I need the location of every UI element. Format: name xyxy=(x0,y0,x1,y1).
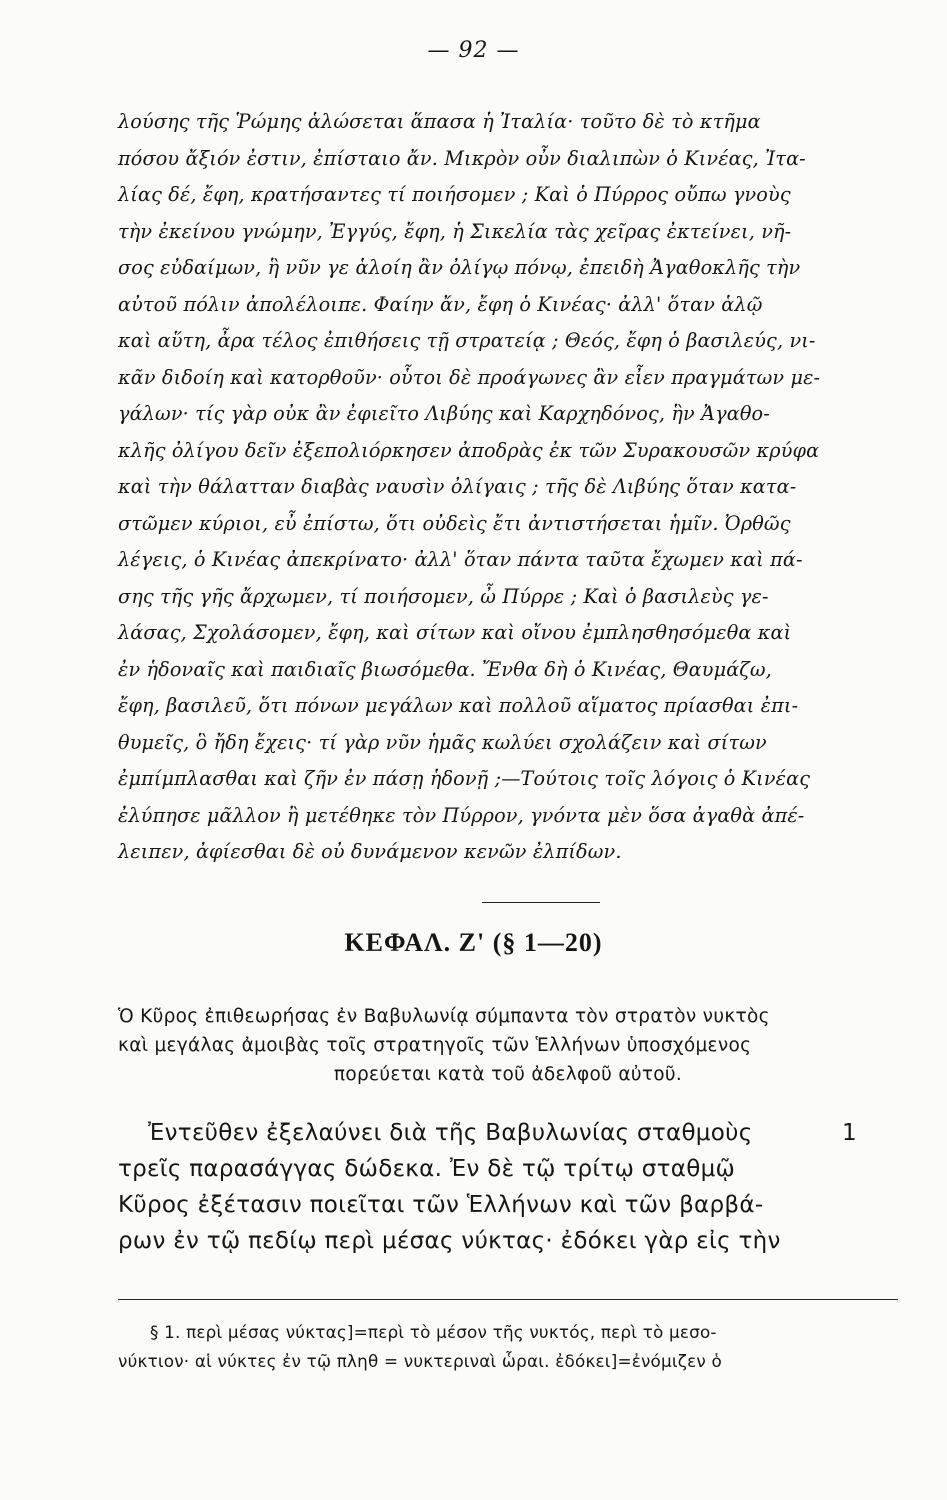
text-line: ἔφη, βασιλεῦ, ὅτι πόνων μεγάλων καὶ πολλοῦ αἵματος πρίασθαι ἐπι- xyxy=(118,694,799,717)
text-line: κᾶν διδοίη καὶ κατορθοῦν· οὗτοι δὲ προάγωνες ἂν εἶεν πραγμάτων με- xyxy=(118,365,821,389)
section-number: 1 xyxy=(842,1120,857,1146)
footnotes xyxy=(118,1318,910,1376)
text-line: γάλων· τίς γὰρ οὐκ ἂν ἐφιεῖτο Λιβύης καὶ Καρχηδόνος, ἣν Ἀγαθο- xyxy=(118,402,770,425)
text-line: σος εὐδαίμων, ἣ νῦν γε ἁλοίη ἂν ὀλίγῳ πόνῳ, ἐπειδὴ Ἀγαθοκλῆς τὴν xyxy=(118,256,801,279)
text-line: στῶμεν κύριοι, εὖ ἐπίστω, ὅτι οὐδεὶς ἔτι ἀντιστήσεται ἡμῖν. Ὀρθῶς xyxy=(118,511,791,535)
text-line: λειπεν, ἀφίεσθαι δὲ οὐ δυνάμενον κενῶν ἐλπίδων. xyxy=(118,840,622,863)
text-line: κλῆς ὀλίγου δεῖν ἐξεπολιόρκησεν ἀποδρὰς ἐκ τῶν Συρακουσῶν κρύφα xyxy=(118,438,820,462)
footnote-line: § 1. περὶ μέσας νύκτας]=περὶ τὸ μέσον τῆς νυκτός, περὶ τὸ μεσο- xyxy=(150,1322,717,1342)
text-line: λίας δέ, ἔφη, κρατήσαντες τί ποιήσομεν ; Καὶ ὁ Πύρρος οὔπω γνοὺς xyxy=(118,183,791,206)
text-line: αὐτοῦ πόλιν ἀπολέλοιπε. Φαίην ἄν, ἔφη ὁ Κινέας· ἀλλ' ὅταν ἁλῷ xyxy=(118,292,763,316)
text-line: λάσας, Σχολάσομεν, ἔφη, καὶ σίτων καὶ οἴνου ἐμπλησθησόμεθα καὶ xyxy=(118,621,792,644)
text-line: ρων ἐν τῷ πεδίῳ περὶ μέσας νύκτας· ἐδόκει γὰρ εἰς τὴν xyxy=(118,1228,781,1254)
text-line: ἐλύπησε μᾶλλον ἢ μετέθηκε τὸν Πύρρον, γνόντα μὲν ὅσα ἀγαθὰ ἀπέ- xyxy=(118,803,805,827)
narrative-passage xyxy=(118,104,898,871)
text-line: θυμεῖς, ὃ ἤδη ἔχεις· τί γὰρ νῦν ἡμᾶς κωλύει σχολάζειν καὶ σίτων xyxy=(118,730,767,754)
text-line: λούσης τῆς Ῥώμης ἁλώσεται ἅπασα ἡ Ἰταλία· τοῦτο δὲ τὸ κτῆμα xyxy=(118,110,761,133)
text-line: λέγεις, ὁ Κινέας ἀπεκρίνατο· ἀλλ' ὅταν πάντα ταῦτα ἔχωμεν καὶ πά- xyxy=(118,548,803,571)
greek-text-passage xyxy=(118,1115,908,1259)
text-line: Κῦρος ἐξέτασιν ποιεῖται τῶν Ἑλλήνων καὶ τῶν βαρβά- xyxy=(118,1192,764,1218)
summary-line: καὶ μεγάλας ἀμοιβὰς τοῖς στρατηγοῖς τῶν Ἑλλήνων ὑποσχόμενος xyxy=(118,1035,752,1056)
text-line: τρεῖς παρασάγγας δώδεκα. Ἐν δὲ τῷ τρίτῳ σταθμῷ xyxy=(118,1156,736,1182)
chapter-summary xyxy=(118,1002,898,1089)
text-line: πόσου ἄξιόν ἐστιν, ἐπίσταιο ἄν. Μικρὸν οὖν διαλιπὼν ὁ Κινέας, Ἰτα- xyxy=(118,146,806,170)
text-line: καὶ τὴν θάλατταν διαβὰς ναυσὶν ὀλίγαις ; τῆς δὲ Λιβύης ὅταν κατα- xyxy=(118,475,797,498)
footnote-divider xyxy=(118,1299,898,1300)
chapter-heading: ΚΕΦΑΛ. Ζ' (§ 1—20) xyxy=(344,928,603,957)
text-line: ἐν ἡδοναῖς καὶ παιδιαῖς βιωσόμεθα. Ἔνθα δὴ ὁ Κινέας, Θαυμάζω, xyxy=(118,657,772,681)
page-number: — 92 — xyxy=(427,38,520,63)
section-divider xyxy=(482,902,600,903)
text-line: ἐμπίμπλασθαι καὶ ζῆν ἐν πάσῃ ἡδονῇ ;—Τούτοις τοῖς λόγοις ὁ Κινέας xyxy=(118,767,811,790)
summary-line: πορεύεται κατὰ τοῦ ἀδελφοῦ αὐτοῦ. xyxy=(333,1064,683,1085)
text-line: σης τῆς γῆς ἄρχωμεν, τί ποιήσομεν, ὦ Πύρρε ; Καὶ ὁ βασιλεὺς γε- xyxy=(118,584,769,608)
text-line: τὴν ἐκείνου γνώμην, Ἐγγύς, ἔφη, ἡ Σικελία τὰς χεῖρας ἐκτείνει, νῆ- xyxy=(118,219,792,243)
text-line: Ἐντεῦθεν ἐξελαύνει διὰ τῆς Βαβυλωνίας σταθμοὺς xyxy=(148,1120,753,1146)
footnote-line: νύκτιον· αἱ νύκτες ἐν τῷ πληθ = νυκτεριναὶ ὧραι. ἐδόκει]=ἐνόμιζεν ὁ xyxy=(118,1351,722,1371)
text-line: καὶ αὕτη, ἆρα τέλος ἐπιθήσεις τῇ στρατείᾳ ; Θεός, ἔφη ὁ βασιλεύς, νι- xyxy=(118,329,816,352)
summary-line: Ὁ Κῦρος ἐπιθεωρήσας ἐν Βαβυλωνίᾳ σύμπαντα τὸν στρατὸν νυκτὸς xyxy=(118,1006,770,1027)
